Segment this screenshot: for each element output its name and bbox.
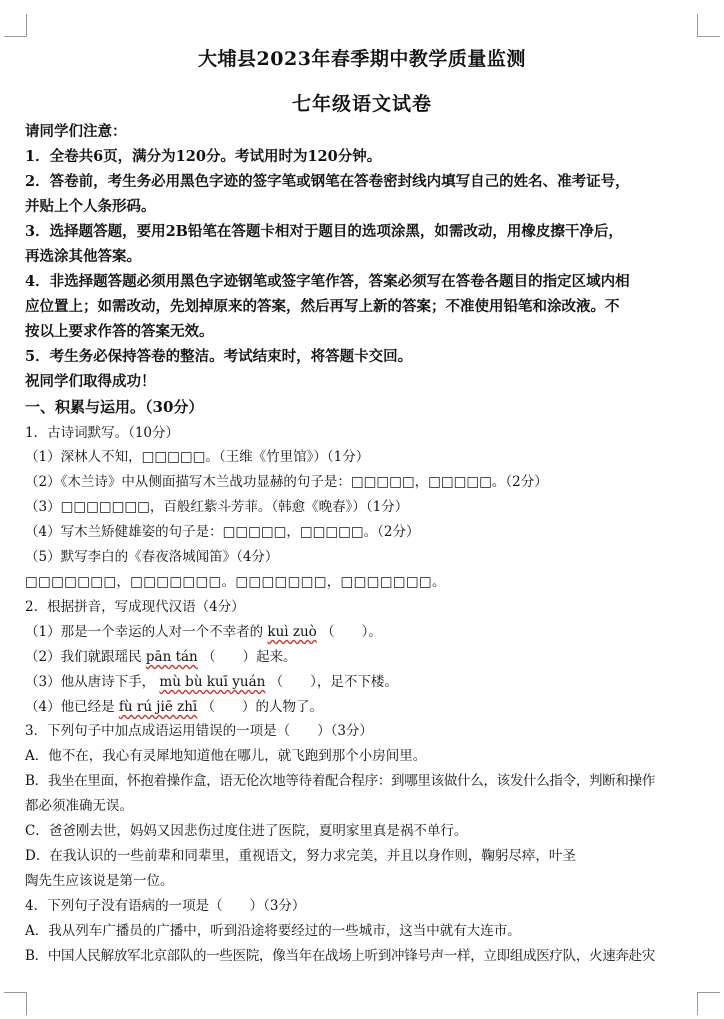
- q2-sub-1-pinyin: kuì zuò: [267, 624, 317, 640]
- q2-sub-2: [25, 647, 701, 667]
- q1-stem: 1．古诗词默写。（10分）: [25, 425, 180, 441]
- notice-item-3-line-2: 再选涂其他答案。: [25, 248, 141, 265]
- exam-subtitle: 七年级语文试卷: [291, 93, 432, 115]
- q2-sub-2-text: （2）我们就跟瑶民: [25, 649, 142, 665]
- q1-sub-3: （3）□□□□□□□，百般红紫斗芳菲。（韩愈《晚春》）（1分）: [25, 499, 409, 515]
- q3-option-a: A．他不在，我心有灵犀地知道他在哪儿，就飞跑到那个小房间里。: [25, 748, 427, 764]
- notice-item-2-line-1: 2．答卷前，考生务必用黑色字迹的签字笔或钢笔在答卷密封线内填写自己的姓名、准考证号，: [25, 173, 630, 190]
- q1-sub-5: （5）默写李白的《春夜洛城闻笛》（4分）: [25, 549, 279, 565]
- crop-mark-top-right: [697, 14, 720, 37]
- q2-stem: 2．根据拼音，写成现代汉语（4分）: [25, 599, 245, 615]
- q3-option-d-line-2: 陶先生应该说是第一位。: [25, 873, 174, 889]
- notice-item-4-line-1: 4．非选择题答题必须用黑色字迹钢笔或签字笔作答，答案必须写在答卷各题目的指定区域内相: [25, 273, 630, 290]
- notice-item-4-line-3: 按以上要求作答的答案无效。: [25, 323, 214, 340]
- q2-sub-1: [25, 622, 701, 642]
- notice-item-2-line-2: 并贴上个人条形码。: [25, 198, 156, 215]
- q1-sub-2: （2）《木兰诗》中从侧面描写木兰战功显赫的句子是：□□□□□，□□□□□。（2分）: [25, 474, 548, 490]
- notice-item-3-line-1: 3．选择题答题，要用2B铅笔在答题卡相对于题目的选项涂黑，如需改动，用橡皮擦干净后，: [25, 223, 623, 240]
- crop-mark-bottom-right: [697, 992, 720, 1015]
- q1-sub-1: （1）深林人不知，□□□□□。（王维《竹里馆》）（1分）: [25, 449, 370, 465]
- q3-stem: 3．下列句子中加点成语运用错误的一项是（ ）（3分）: [25, 723, 373, 739]
- crop-mark-top-left: [4, 14, 27, 37]
- q3-option-b-line-2: 都必须准确无误。: [25, 798, 133, 814]
- q2-sub-4-blank: （ ）的人物了。: [201, 699, 324, 715]
- q2-sub-3-blank: （ ），足不下楼。: [269, 674, 398, 690]
- q2-sub-2-pinyin: pān tán: [145, 649, 198, 665]
- notice-item-5: 5．考生务必保持答卷的整洁。考试结束时，将答题卡交回。: [25, 348, 413, 365]
- notice-item-4-line-2: 应位置上；如需改动，先划掉原来的答案，然后再写上新的答案；不准使用铅笔和涂改液。不: [25, 298, 620, 315]
- q3-option-b-line-1: B．我坐在里面，怀抱着操作盒，语无伦次地等待着配合程序：到哪里该做什么，该发什么指令，判断和操作: [25, 773, 656, 789]
- q3-option-c: C．爸爸刚去世，妈妈又因悲伤过度住进了医院，夏明家里真是祸不单行。: [25, 823, 468, 839]
- q4-option-b: B．中国人民解放军北京部队的一些医院，像当年在战场上听到冲锋号声一样，立即组成医疗队，火速奔赴灾: [25, 948, 656, 964]
- q2-sub-3: [25, 672, 701, 692]
- notice-heading: 请同学们注意：: [25, 123, 127, 140]
- q2-sub-4: [25, 697, 701, 717]
- q2-sub-2-blank: （ ）起来。: [202, 649, 297, 665]
- q2-sub-3-pinyin: mù bù kuī yuán: [159, 674, 266, 690]
- exam-title: 大埔县2023年春季期中教学质量监测: [198, 48, 526, 70]
- crop-mark-bottom-left: [4, 992, 27, 1015]
- q2-sub-4-text: （4）他已经是: [25, 699, 115, 715]
- q2-sub-4-pinyin: fù rú jiē zhī: [118, 699, 198, 715]
- q4-stem: 4．下列句子没有语病的一项是（ ）（3分）: [25, 898, 306, 914]
- notice-item-1: 1．全卷共6页，满分为120分。考试用时为120分钟。: [25, 148, 382, 165]
- q3-option-d-line-1: D．在我认识的一些前辈和同辈里，重视语文，努力求完美，并且以身作则，鞠躬尽瘁，叶圣: [25, 848, 576, 864]
- section-1-heading: 一、积累与运用。（30分）: [25, 398, 204, 416]
- q2-sub-1-text: （1）那是一个幸运的人对一个不幸者的: [25, 624, 264, 640]
- notice-wish: 祝同学们取得成功！: [25, 373, 156, 390]
- q1-sub-4: （4）写木兰矫健雄姿的句子是：□□□□□，□□□□□。（2分）: [25, 524, 420, 540]
- q4-option-a: A．我从列车广播员的广播中，听到沿途将要经过的一些城市，这当中就有大连市。: [25, 923, 521, 939]
- q2-sub-1-blank: （ ）。: [321, 624, 382, 640]
- q2-sub-3-text: （3）他从唐诗下手，: [25, 674, 156, 690]
- q1-sub-5-blanks: □□□□□□□，□□□□□□□。□□□□□□□，□□□□□□□。: [25, 574, 446, 590]
